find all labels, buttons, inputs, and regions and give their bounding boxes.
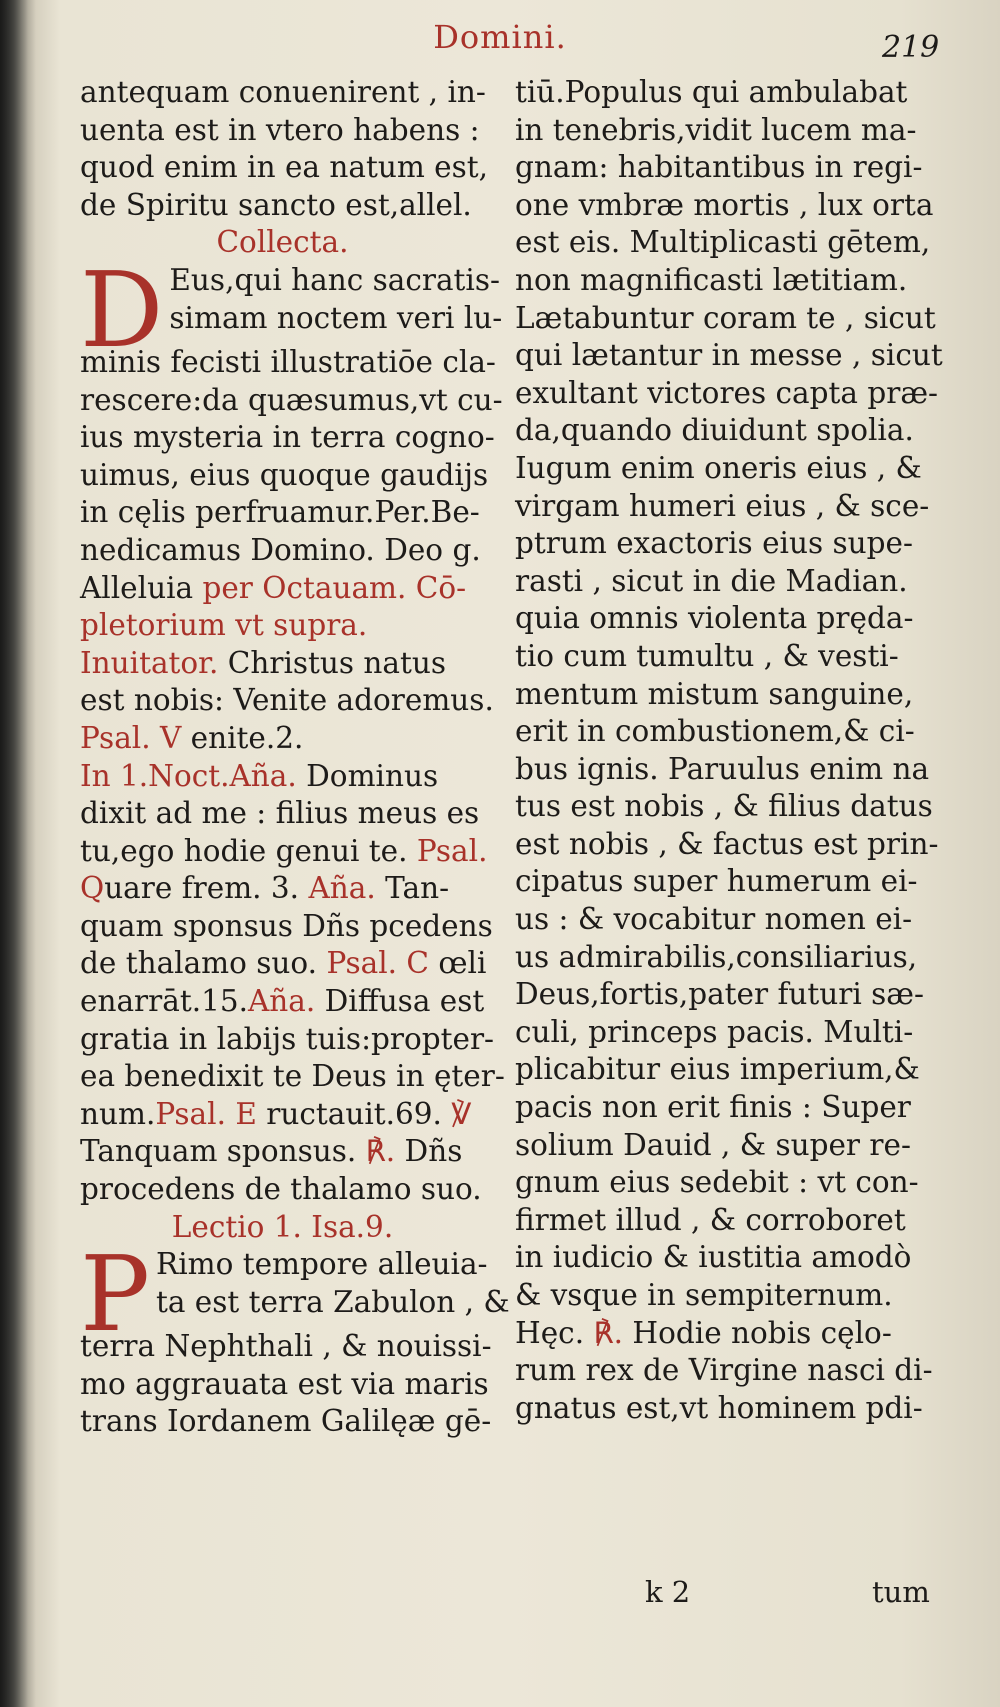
text-line: gnam: habitantibus in regi- [515, 150, 923, 185]
text-span: Diffusa est [315, 984, 485, 1019]
drop-cap-p: P [80, 1233, 150, 1356]
text-line [515, 1315, 930, 1353]
text-line [80, 570, 485, 608]
text-line: ta est terra Zabulon , & [155, 1284, 510, 1319]
text-line: antequam conuenirent , in- [80, 75, 486, 109]
rubric-initial-q: Q [80, 871, 105, 906]
text-line [80, 983, 485, 1021]
text-line: mentum mistum sanguine, [515, 676, 914, 711]
response-icon: ℟. [365, 1134, 396, 1169]
text-line: simam noctem veri lu- [169, 300, 503, 335]
text-line: da,quando diuidunt spolia. [515, 413, 914, 448]
rubric-psal-v: Psal. V [80, 720, 182, 755]
text-span: tu,ego hodie genui te. [80, 833, 417, 868]
text-line: quia omnis violenta prędа- [515, 601, 914, 636]
text-line: quod enim in ea natum est, [80, 150, 489, 185]
text-line: gnatus est,vt hominem pdi- [515, 1390, 923, 1425]
text-span: Dñs [395, 1134, 463, 1169]
rubric-antiphon: Aña. [247, 984, 316, 1019]
text-line: est nobis , & factus est prin- [515, 826, 939, 861]
text-line: virgam humeri eius , & sce- [515, 488, 930, 523]
text-line: firmet illud , & corroboret [515, 1202, 906, 1237]
text-line: rescere:da quæsumus,vt cu- [80, 382, 503, 417]
text-line: in cęlis perfruamur.Per.Be- [80, 495, 480, 530]
text-line: Eus,qui hanc sacratis- [169, 262, 500, 297]
alleluia-text: Alleluia [80, 570, 203, 605]
text-line: trans Iordanem Galilęæ gē- [80, 1404, 492, 1439]
text-line [80, 870, 485, 908]
text-line: ius mysteria in terra cogno- [80, 420, 495, 455]
rubric-octave: per Octauam. Cō- [202, 570, 467, 605]
text-line: terra Nephthali , & nouissi- [80, 1329, 492, 1364]
text-line [80, 645, 485, 683]
text-line: pacis non erit finis : Super [515, 1090, 911, 1125]
rubric-psal: Psal. [416, 833, 488, 868]
text-line: gratia in labijs tuis:propter- [80, 1021, 495, 1056]
text-line [80, 1133, 485, 1171]
text-line: nedicamus Domino. Deo g. [80, 532, 481, 567]
text-line: plicabitur eius imperium,& [515, 1052, 920, 1087]
text-line [80, 833, 488, 871]
text-line [80, 1096, 485, 1134]
rubric-antiphon: Aña. [308, 871, 376, 906]
text-line: uimus, eius quoque gaudijs [80, 457, 489, 492]
binding-gutter [0, 0, 36, 1707]
text-line: minis fecisti illustratiōe cla- [80, 344, 496, 379]
text-line: erit in combustionem,& ci- [515, 714, 915, 749]
rubric-psal-e: Psal. E [155, 1096, 257, 1131]
rubric-completorium: pletorium vt supra. [80, 608, 368, 643]
text-line: in iudicio & iustitia amodò [515, 1240, 912, 1275]
text-line: est nobis: Venite adoremus. [80, 683, 494, 718]
text-line: Deus,fortis,pater futuri sæ- [515, 977, 924, 1012]
text-line: dixit ad me : filius meus es [80, 796, 480, 831]
text-line: & vsque in sempiternum. [515, 1278, 893, 1312]
text-line: Iugum enim oneris eius , & [515, 450, 922, 485]
text-line: tus est nobis , & filius datus [515, 789, 933, 824]
text-span: Hęc. [515, 1315, 594, 1350]
signature-mark: k 2 [645, 1575, 691, 1609]
text-span: enarrāt.15. [80, 984, 248, 1019]
text-line: exultant victores capta præ- [515, 375, 939, 410]
text-line: one vmbræ mortis , lux orta [515, 187, 934, 222]
text-line: tiū.Populus qui ambulabat [515, 75, 908, 109]
drop-cap-d: D [80, 248, 164, 371]
text-span: de thalamo suo. [80, 946, 327, 981]
text-span: œli [428, 946, 487, 981]
text-line: gnum eius sedebit : vt con- [515, 1165, 919, 1200]
text-line: rasti , sicut in die Madian. [515, 563, 908, 598]
rubric-nocturn: In 1.Noct.Aña. [80, 758, 297, 793]
text-line: uenta est in vtero habens : [80, 112, 480, 147]
text-line [80, 720, 485, 758]
text-span: Hodie nobis cęlo- [623, 1315, 892, 1350]
text-line: quam sponsus Dñs pcedens [80, 908, 493, 943]
text-line [80, 945, 485, 983]
text-span: num. [80, 1096, 156, 1131]
rubric-inuitator: Inuitator. [80, 645, 219, 680]
text-line: tio cum tumultu , & vesti- [515, 638, 899, 673]
text-line: procedens de thalamo suo. [80, 1172, 482, 1207]
left-column [80, 74, 510, 1441]
response-icon: ℟. [593, 1315, 624, 1350]
text-line: de Spiritu sancto est,allel. [80, 187, 472, 222]
text-line: rum rex de Virgine nasci di- [515, 1353, 933, 1388]
inuitator-text: Christus natus [218, 645, 446, 680]
psal-v-text: enite.2. [181, 720, 304, 755]
collecta-heading: Collecta. [216, 225, 349, 260]
lectio-heading: Lectio 1. Isa.9. [171, 1209, 394, 1244]
text-line: solium Dauid , & super re- [515, 1127, 911, 1162]
rubric-psal-c: Psal. C [326, 946, 429, 981]
text-line: cipatus super humerum ei- [515, 864, 918, 899]
text-span: uare frem. 3. [104, 871, 309, 906]
running-header: Domini. [433, 18, 567, 56]
text-line: bus ignis. Paruulus enim na [515, 751, 930, 786]
nocturn-text: Dominus [296, 758, 439, 793]
text-line: qui lætantur in messe , sicut [515, 338, 943, 373]
text-line: Rimo tempore alleuia- [155, 1247, 488, 1282]
text-line: culi, princeps pacis. Multi- [515, 1014, 914, 1049]
text-line: mo aggrauata est via maris [80, 1366, 489, 1401]
versicle-icon: ℣ [451, 1096, 472, 1131]
text-span: ructauit.69. [256, 1096, 452, 1131]
page-number: 219 [882, 30, 940, 65]
catchword: tum [872, 1575, 930, 1609]
text-line: us admirabilis,consiliarius, [515, 939, 918, 974]
text-line: ea benedixit te Deus in ęter- [80, 1059, 505, 1094]
text-line: ptrum exactoris eius supe- [515, 526, 913, 561]
text-span: Tanquam sponsus. [80, 1134, 366, 1169]
text-span: Tan- [375, 871, 450, 906]
text-line: us : & vocabitur nomen ei- [515, 902, 913, 937]
text-line: est eis. Multiplicasti gētem, [515, 225, 931, 260]
text-line: in tenebris,vidit lucem ma- [515, 112, 917, 147]
text-line [80, 758, 485, 796]
text-line: Lætabuntur coram te , sicut [515, 300, 936, 335]
right-column [515, 74, 943, 1427]
text-line: non magnificasti lætitiam. [515, 262, 908, 297]
